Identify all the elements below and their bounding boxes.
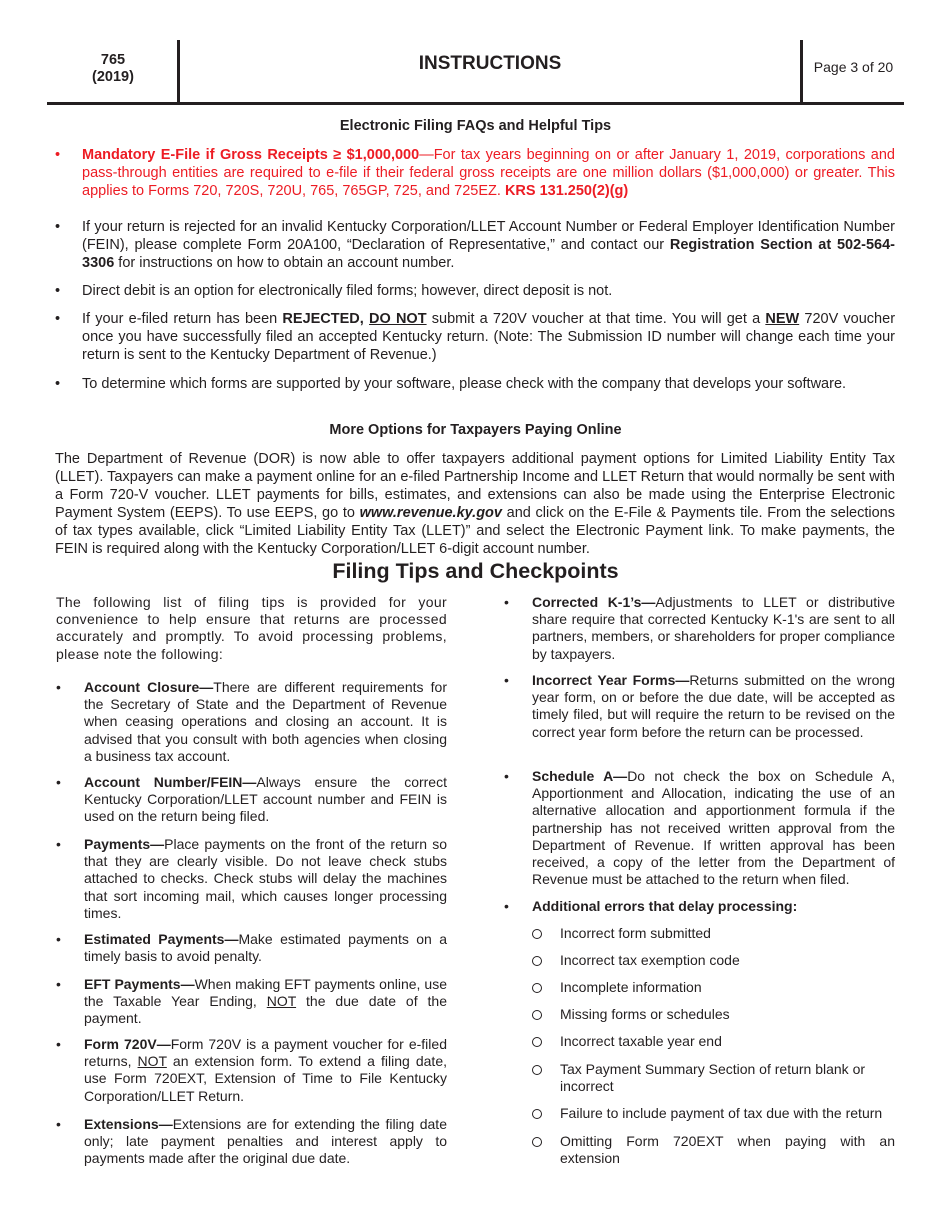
circle-bullet-icon [532, 929, 542, 939]
mandatory-lead: Mandatory E-File if Gross Receipts ≥ $1,000,000 [82, 147, 420, 163]
rejected-text-2: for instructions on how to obtain an account number. [114, 255, 455, 271]
error-item [532, 925, 895, 942]
tip-label: Schedule A— [532, 768, 628, 784]
revenue-url-link[interactable]: www.revenue.ky.gov [359, 505, 502, 521]
tip-text: There are different requirements for the Secretary of State and the Department of Revenue when ceasing operations and closing an account. It is advised that you consult with both agencies when closing a business tax account. [84, 679, 447, 764]
tip-text: an extension form. To extend a filing date, use Form 720EXT, Extension of Time to File Kentucky Corporation/LLET Return. [84, 1053, 447, 1104]
tip-text: Form 720V is a payment voucher for e-filed returns, [84, 1036, 447, 1070]
tip-text: the due date of the payment. [84, 993, 448, 1027]
error-item [532, 1006, 895, 1023]
voucher-do-not: DO NOT [369, 311, 427, 327]
tips-title: Filing Tips and Checkpoints [332, 559, 619, 583]
tip-label: EFT Payments— [84, 976, 195, 992]
tip-text: Adjustments to LLET or distributive share require that corrected Kentucky K-1's are sent to all partners, members, or shareholders for proper compliance by taxpayers. [532, 594, 895, 662]
tip-text: Extensions are for extending the filing date only; late payment penalties and interest apply to payments made after the original due date. [84, 1116, 447, 1167]
circle-bullet-icon [532, 1037, 542, 1047]
bullet-icon: • [56, 1036, 61, 1052]
error-text: Incorrect taxable year end [560, 1033, 722, 1049]
tip-text: When making EFT payments online, use the Taxable Year Ending, [84, 976, 447, 1010]
page-number: Page 3 of 20 [813, 59, 894, 75]
form-id [47, 52, 179, 86]
voucher-new: NEW [765, 311, 800, 327]
tip-incorrect-year [504, 672, 895, 741]
krs-reference: KRS 131.250(2)(g) [504, 183, 629, 199]
options-text-1: The Department of Revenue (DOR) is now able to offer taxpayers additional payment options for Limited Liability Entity Tax (LLET). Taxpayers can make a payment online for an e-filed Partnership Income and LLET Return that would normally be sent with a Form 720-V voucher. LLET payments for bills, estimates, and extensions can also be made using the Enterprise Electronic Payment System (EEPS). To use EEPS, go to [55, 451, 895, 521]
error-text: Incorrect tax exemption code [560, 952, 740, 968]
bullet-icon: • [55, 147, 61, 163]
voucher-text-2: submit a 720V voucher at that time. You will get a [426, 311, 766, 327]
form-year: (2019) [92, 69, 134, 85]
page-title: INSTRUCTIONS [418, 53, 562, 74]
error-text: Missing forms or schedules [560, 1006, 730, 1022]
faq-voucher [55, 310, 895, 364]
voucher-rejected: REJECTED, [282, 311, 364, 327]
error-item [532, 1105, 895, 1122]
tip-text: Returns submitted on the wrong year form, on or before the due date, will be accepted as timely filed, but will require the return to be revised on the correct year form before the return can be processed. [532, 672, 895, 740]
faq-rejected-account [55, 218, 895, 272]
error-item [532, 1133, 895, 1167]
bullet-icon: • [55, 311, 61, 327]
software-text: To determine which forms are supported by your software, please check with the company that develops your software. [82, 376, 847, 392]
form-number: 765 [100, 52, 126, 68]
tip-label: Incorrect Year Forms— [532, 672, 690, 688]
bullet-icon: • [56, 836, 61, 852]
error-item [532, 979, 895, 996]
bullet-icon: • [56, 931, 61, 947]
tip-text: Place payments on the front of the return so that they are clearly visible. Do not leave check stubs attached to checks. Check stubs will delay the machines that sort incoming mail, which causes longer processing times. [84, 836, 447, 921]
tip-corrected-k1 [504, 594, 895, 663]
tips-intro: The following list of filing tips is provided for your convenience to help ensure that returns are processed accurately and promptly. To avoid processing problems, please note the following: [56, 594, 447, 662]
bullet-icon: • [56, 1116, 61, 1132]
options-title: More Options for Taxpayers Paying Online [329, 422, 622, 438]
bullet-icon: • [504, 594, 509, 610]
mandatory-text: —For tax years beginning on or after January 1, 2019, corporations and pass-through entities are required to e-file if their federal gross receipts are one million dollars ($1,000,000) or greater. This applies to Forms 720, 720S, 720U, 765, 765GP, 725, and 725EZ. [82, 147, 895, 199]
tip-label: Account Closure— [84, 679, 214, 695]
error-text: Omitting Form 720EXT when paying with an extension [560, 1133, 895, 1167]
circle-bullet-icon [532, 983, 542, 993]
options-text-2: and click on the E-File & Payments tile. From the selections of tax types available, click “Limited Liability Entity Tax (LLET)” and select the Electronic Payment link. To make payments, the FEIN is required along with the Kentucky Corporation/LLET 6-digit account number. [55, 505, 895, 557]
error-item [532, 1061, 895, 1095]
bullet-icon: • [55, 283, 61, 299]
tip-text: Do not check the box on Schedule A, Apportionment and Allocation, indicating the use of an alternative allocation and apportionment formula if the partnership has not received written approval from the Department of Revenue. If written approval has been received, a copy of the letter from the Department of Revenue must be attached to the return when filed. [532, 768, 895, 888]
tip-label: Form 720V— [84, 1036, 171, 1052]
faq-direct-debit [55, 282, 895, 300]
error-text: Failure to include payment of tax due with the return [560, 1105, 883, 1121]
voucher-text-3: 720V voucher once you have successfully filed an accepted Kentucky return. (Note: The Submission ID number will change each time your return is sent to the Kentucky Department of Revenue.) [82, 311, 896, 363]
faq-title: Electronic Filing FAQs and Helpful Tips [339, 118, 612, 134]
bullet-icon: • [56, 976, 61, 992]
bullet-icon: • [55, 376, 61, 392]
tip-account-closure [56, 679, 447, 765]
tip-label: Payments— [84, 836, 165, 852]
tip-underline: NOT [137, 1053, 167, 1070]
tip-estimated-payments [56, 931, 447, 965]
bullet-icon: • [504, 898, 509, 914]
error-text: Incorrect form submitted [560, 925, 711, 941]
circle-bullet-icon [532, 956, 542, 966]
tip-additional-errors [504, 898, 895, 915]
options-paragraph [55, 450, 895, 558]
error-text: Tax Payment Summary Section of return blank or incorrect [560, 1061, 866, 1095]
error-item [532, 952, 895, 969]
faq-mandatory-efile [55, 146, 895, 200]
bullet-icon: • [504, 672, 509, 688]
circle-bullet-icon [532, 1137, 542, 1147]
bullet-icon: • [56, 774, 61, 790]
tip-label: Account Number/FEIN— [84, 774, 257, 790]
tip-label: Extensions— [84, 1116, 173, 1132]
faq-software [55, 375, 895, 393]
bullet-icon: • [55, 219, 61, 235]
tip-extensions [56, 1116, 447, 1168]
tip-eft-payments [56, 976, 447, 1028]
page-header [47, 40, 904, 105]
tip-account-number [56, 774, 447, 826]
tip-label: Estimated Payments— [84, 931, 239, 947]
rejected-text-1: If your return is rejected for an invalid Kentucky Corporation/LLET Account Number or Federal Employer Identification Number (FEIN), please complete Form 20A100, “Declaration of Representative,” and contact our [82, 219, 895, 253]
tip-text: Always ensure the correct Kentucky Corporation/LLET account number and FEIN is used on the return being filed. [84, 774, 447, 825]
bullet-icon: • [504, 768, 509, 784]
tip-underline: NOT [266, 993, 297, 1010]
direct-debit-text: Direct debit is an option for electronically filed forms; however, direct deposit is not. [82, 283, 613, 299]
tip-payments [56, 836, 447, 922]
tip-label: Additional errors that delay processing: [532, 898, 798, 914]
tip-text: Make estimated payments on a timely basis to avoid penalty. [84, 931, 447, 965]
bullet-icon: • [56, 679, 61, 695]
circle-bullet-icon [532, 1010, 542, 1020]
circle-bullet-icon [532, 1065, 542, 1075]
error-item [532, 1033, 895, 1050]
circle-bullet-icon [532, 1109, 542, 1119]
tip-schedule-a [504, 768, 895, 888]
voucher-text-1: If your e-filed return has been [82, 311, 283, 327]
tip-label: Corrected K-1’s— [532, 594, 656, 610]
tip-form-720v [56, 1036, 447, 1105]
registration-section: Registration Section at 502-564-3306 [82, 237, 895, 271]
error-text: Incomplete information [560, 979, 702, 995]
